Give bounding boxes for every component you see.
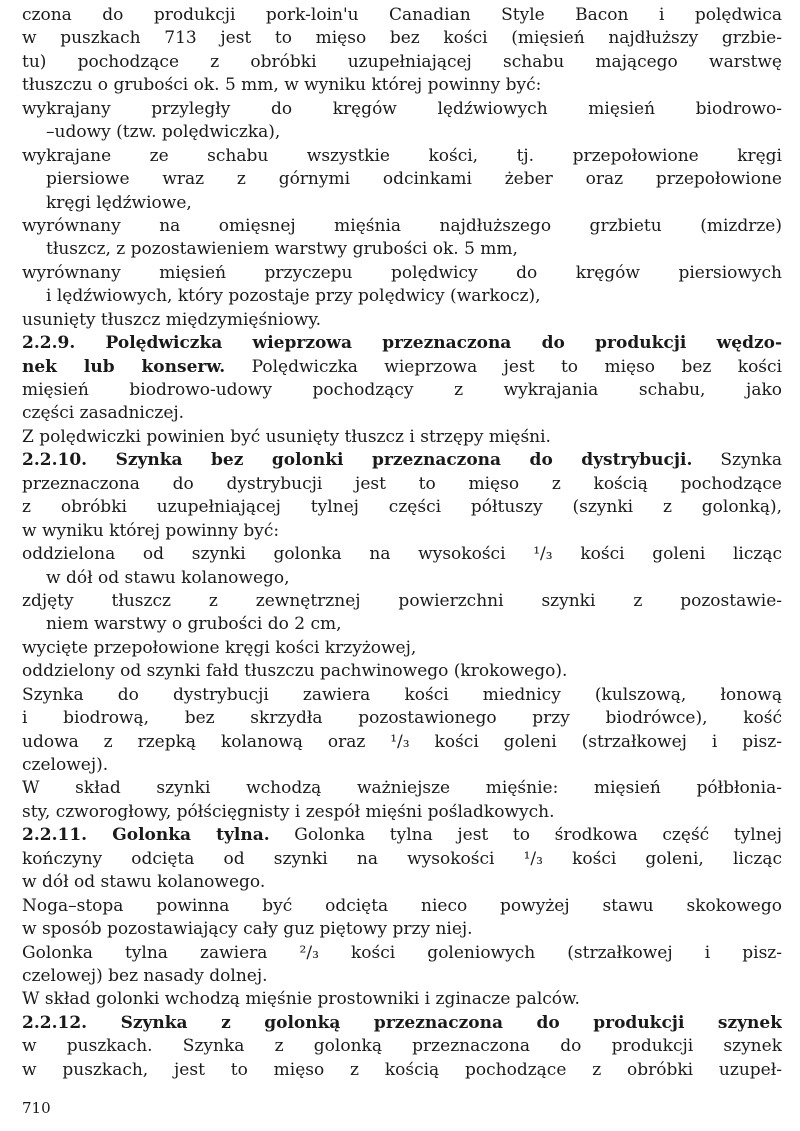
text-line	[22, 426, 782, 449]
line-text: i lędźwiowych, który pozostaje przy polędwicy (warkocz),	[46, 286, 541, 307]
line-text: –udowy (tzw. polędwiczka),	[46, 122, 281, 143]
text-line	[22, 285, 782, 308]
line-text: oddzielona od szynki golonka na wysokości ¹/₃ kości goleni licząc	[22, 544, 782, 565]
text-line	[22, 1035, 782, 1058]
line-text: Golonka tylna jest to środkowa część tylnej	[269, 825, 782, 846]
line-text: wyrównany mięsień przyczepu polędwicy do kręgów piersiowych	[22, 262, 782, 283]
line-text: wykrajany przyległy do kręgów lędźwiowych mięsień biodrowo-	[22, 98, 782, 119]
line-text: w puszkach, jest to mięso z kością pochodzące z obróbki uzupeł-	[22, 1059, 782, 1080]
line-text: Szynka do dystrybucji zawiera kości miednicy (kulszową, łonową	[22, 684, 782, 705]
text-line	[22, 192, 782, 215]
line-text: w dół od stawu kolanowego.	[22, 872, 266, 893]
line-text: oddzielony od szynki fałd tłuszczu pachwinowego (krokowego).	[22, 661, 568, 682]
line-text: w wyniku której powinny być:	[22, 520, 280, 541]
text-line	[22, 895, 782, 918]
line-text: mięsień biodrowo-udowy pochodzący z wykrajania schabu, jako	[22, 380, 782, 400]
text-line	[22, 637, 782, 660]
text-line	[22, 356, 782, 379]
text-line	[22, 731, 782, 754]
section-heading: nek lub konserw.	[22, 356, 226, 377]
text-line	[22, 942, 782, 965]
page-number: 710	[22, 1099, 51, 1117]
section-heading: 2.2.11. Golonka tylna.	[22, 825, 270, 846]
line-text: przeznaczona do dystrybucji jest to mięso z kością pochodzące	[22, 473, 782, 494]
text-line	[22, 848, 782, 871]
line-text: Polędwiczka wieprzowa jest to mięso bez kości	[225, 356, 782, 377]
line-text: w puszkach. Szynka z golonką przeznaczona do produkcji szynek	[22, 1036, 782, 1057]
text-line	[22, 754, 782, 777]
text-line	[22, 613, 782, 636]
line-text: usunięty tłuszcz międzymięśniowy.	[22, 309, 322, 330]
text-line	[22, 332, 782, 355]
text-line	[22, 801, 782, 824]
text-line	[22, 965, 782, 988]
line-text: tu) pochodzące z obróbki uzupełniającej schabu mającego warstwę	[22, 51, 782, 72]
text-line	[22, 74, 782, 97]
text-line	[22, 379, 782, 402]
line-text: Noga–stopa powinna być odcięta nieco powyżej stawu skokowego	[22, 895, 782, 916]
text-line	[22, 777, 782, 800]
line-text: tłuszczu o grubości ok. 5 mm, w wyniku której powinny być:	[22, 75, 542, 96]
text-line	[22, 473, 782, 496]
text-line	[22, 262, 782, 285]
text-line	[22, 238, 782, 261]
text-line	[22, 449, 782, 472]
text-line	[22, 496, 782, 519]
text-line	[22, 871, 782, 894]
line-text: niem warstwy o grubości do 2 cm,	[46, 614, 342, 635]
line-text: zdjęty tłuszcz z zewnętrznej powierzchni szynki z pozostawie-	[22, 590, 782, 611]
text-line	[22, 543, 782, 566]
text-line	[22, 520, 782, 543]
line-text: sty, czworogłowy, półścięgnisty i zespół mięśni pośladkowych.	[22, 801, 555, 822]
line-text: kończyny odcięta od szynki na wysokości ¹/₃ kości goleni, licząc	[22, 848, 782, 869]
line-text: w sposób pozostawiający cały guz piętowy przy niej.	[22, 919, 473, 940]
text-line	[22, 309, 782, 332]
line-text: wyrównany na omięsnej mięśnia najdłuższego grzbietu (mizdrze)	[22, 215, 782, 236]
text-line	[22, 4, 782, 27]
text-line	[22, 1012, 782, 1035]
line-text: udowa z rzepką kolanową oraz ¹/₃ kości goleni (strzałkowej i pisz-	[22, 731, 782, 752]
text-line	[22, 590, 782, 613]
line-text: piersiowe wraz z górnymi odcinkami żeber oraz przepołowione	[46, 169, 782, 190]
text-line	[22, 98, 782, 121]
line-text: wycięte przepołowione kręgi kości krzyżowej,	[22, 637, 417, 658]
line-text: wykrajane ze schabu wszystkie kości, tj. przepołowione kręgi	[22, 145, 782, 166]
line-text: w dół od stawu kolanowego,	[46, 567, 290, 588]
line-text: z obróbki uzupełniającej tylnej części półtuszy (szynki z golonką),	[22, 497, 782, 518]
text-line	[22, 567, 782, 590]
line-text: czelowej) bez nasady dolnej.	[22, 965, 268, 986]
line-text: W skład golonki wchodzą mięśnie prostowniki i zginacze palców.	[22, 989, 580, 1010]
text-line	[22, 707, 782, 730]
line-text: czona do produkcji pork-loin'u Canadian Style Bacon i polędwica	[22, 5, 782, 25]
line-text: w puszkach 713 jest to mięso bez kości (mięsień najdłuższy grzbie-	[22, 28, 782, 49]
section-heading: 2.2.9. Polędwiczka wieprzowa przeznaczona do produkcji wędzo-	[22, 333, 782, 354]
line-text: i biodrową, bez skrzydła pozostawionego przy biodrówce), kość	[22, 708, 782, 729]
line-text: kręgi lędźwiowe,	[46, 192, 192, 213]
text-line	[22, 168, 782, 191]
text-line	[22, 824, 782, 847]
section-heading: 2.2.10. Szynka bez golonki przeznaczona do dystrybucji.	[22, 450, 693, 471]
text-line	[22, 1059, 782, 1082]
body-text	[22, 4, 782, 1082]
line-text: Golonka tylna zawiera ²/₃ kości goleniowych (strzałkowej i pisz-	[22, 942, 782, 963]
text-line	[22, 402, 782, 425]
text-line	[22, 660, 782, 683]
line-text: tłuszcz, z pozostawieniem warstwy grubości ok. 5 mm,	[46, 239, 518, 260]
text-line	[22, 121, 782, 144]
text-line	[22, 27, 782, 50]
line-text: czelowej).	[22, 755, 109, 775]
text-line	[22, 988, 782, 1011]
section-heading: 2.2.12. Szynka z golonką przeznaczona do produkcji szynek	[22, 1012, 782, 1033]
text-line	[22, 918, 782, 941]
text-line	[22, 215, 782, 238]
line-text: Z polędwiczki powinien być usunięty tłuszcz i strzępy mięśni.	[22, 426, 551, 447]
line-text: Szynka	[692, 450, 782, 471]
line-text: W skład szynki wchodzą ważniejsze mięśnie: mięsień półbłonia-	[22, 778, 782, 799]
line-text: części zasadniczej.	[22, 403, 185, 424]
text-line	[22, 51, 782, 74]
text-line	[22, 684, 782, 707]
text-line	[22, 145, 782, 168]
